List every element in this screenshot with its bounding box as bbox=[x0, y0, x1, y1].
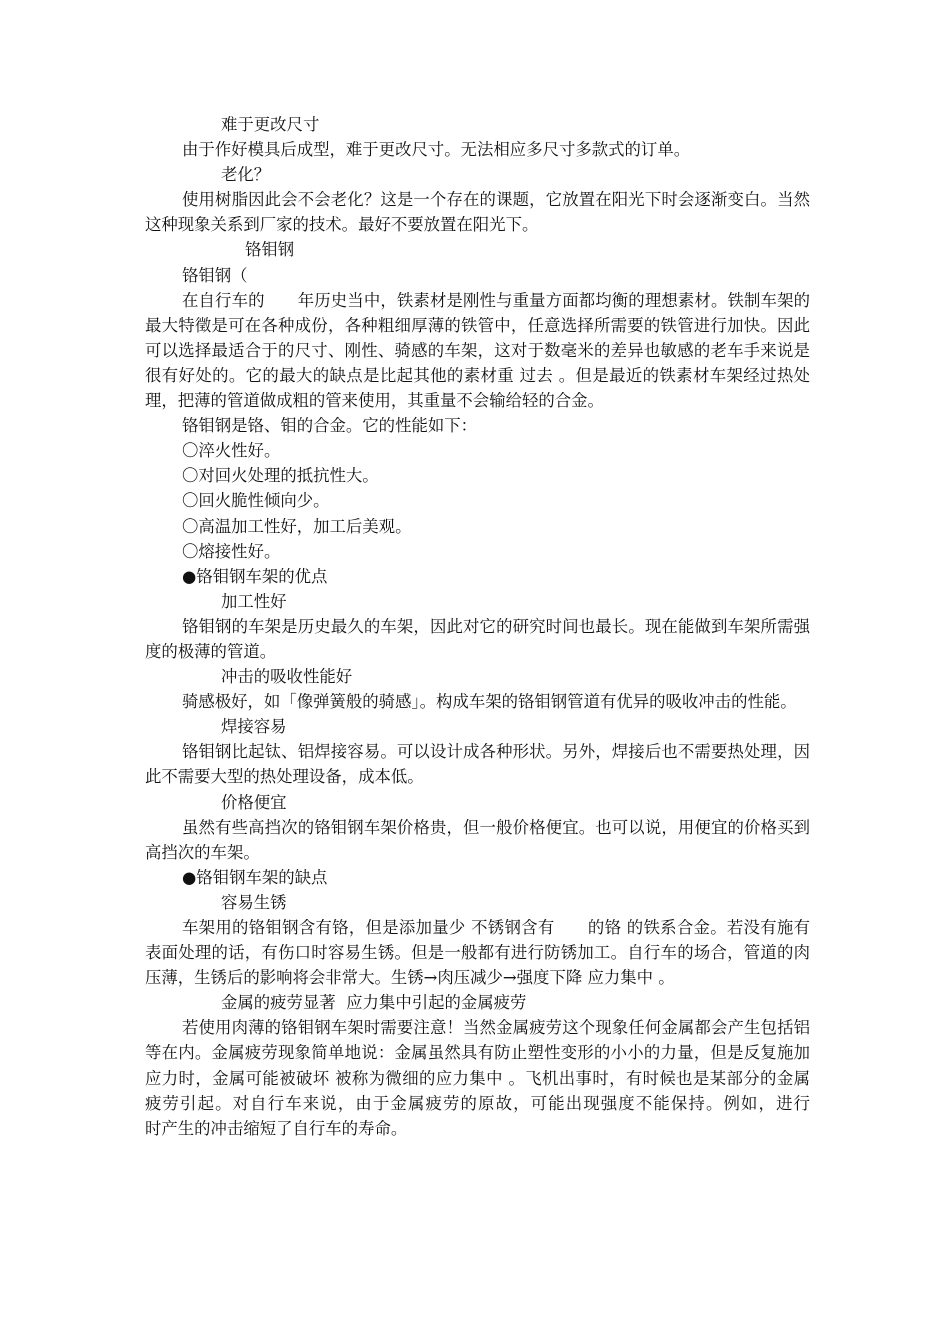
paragraph-aging: 使用树脂因此会不会老化？这是一个存在的课题，它放置在阳光下时会逐渐变白。当然这种现象关系到厂家的技术。最好不要放置在阳光下。 bbox=[145, 190, 810, 235]
paragraph-alloy: 铬钼钢是铬、钼的合金。它的性能如下： bbox=[182, 416, 478, 436]
heading-size: 难于更改尺寸 bbox=[221, 115, 320, 134]
paragraph-weld: 铬钼钢比起钛、铝焊接容易。可以设计成各种形状。另外，焊接后也不需要热处理，因此不需要大型的热处理设备，成本低。 bbox=[145, 742, 810, 787]
property-item: 〇熔接性好。 bbox=[182, 541, 281, 561]
heading-pros: ●铬钼钢车架的优点 bbox=[182, 566, 328, 586]
heading-price: 价格便宜 bbox=[221, 792, 287, 812]
heading-shock: 冲击的吸收性能好 bbox=[221, 667, 353, 687]
paragraph-shock: 骑感极好，如「像弹簧般的骑感」。构成车架的铬钼钢管道有优异的吸收冲击的性能。 bbox=[182, 692, 797, 712]
heading-cons: ●铬钼钢车架的缺点 bbox=[182, 867, 328, 887]
heading-crmo: 铬钼钢 bbox=[245, 240, 295, 260]
heading-crmo-2: 铬钼钢（ bbox=[182, 265, 248, 285]
paragraph-price: 虽然有些高挡次的铬钼钢车架价格贵，但一般价格便宜。也可以说，用便宜的价格买到高挡次的车架。 bbox=[145, 817, 810, 862]
paragraph-rust: 车架用的铬钼钢含有铬，但是添加量少 不锈钢含有 的铬 的铁系合金。若没有施有表面处理的话，有伤口时容易生锈。但是一般都有进行防锈加工。自行车的场合，管道的肉压薄，生锈后的影响将会非常大。生锈→肉压减少→强度下降 应力集中 。 bbox=[145, 918, 810, 988]
property-item: 〇淬火性好。 bbox=[182, 441, 281, 461]
property-item: 〇对回火处理的抵抗性大。 bbox=[182, 466, 379, 486]
paragraph-machining: 铬钼钢的车架是历史最久的车架，因此对它的研究时间也最长。现在能做到车架所需强度的极薄的管道。 bbox=[145, 616, 810, 661]
property-item: 〇回火脆性倾向少。 bbox=[182, 491, 330, 511]
document-page bbox=[145, 112, 843, 1141]
heading-weld: 焊接容易 bbox=[221, 717, 287, 737]
paragraph-history: 在自行车的 年历史当中，铁素材是刚性与重量方面都均衡的理想素材。铁制车架的最大特徵是可在各种成份，各种粗细厚薄的铁管中，任意选择所需要的铁管进行加快。因此可以选择最适合于的尺寸、刚性、骑感的车架，这对于数毫米的差异也敏感的老车手来说是很有好处的。它的最大的缺点是比起其他的素材重 过去 。但是最近的铁素材车架经过热处理，把薄的管道做成粗的管来使用，其重量不会输给轻的合金。 bbox=[145, 290, 810, 411]
paragraph-fatigue: 若使用肉薄的铬钼钢车架时需要注意！当然金属疲劳这个现象任何金属都会产生包括铝等在内。金属疲劳现象简单地说：金属虽然具有防止塑性变形的小小的力量，但是反复施加应力时，金属可能被破坏 被称为微细的应力集中 。飞机出事时，有时候也是某部分的金属疲劳引起。对自行车来说，由于金属疲劳的原故，可能出现强度不能保持。例如，进行 时产生的冲击缩短了自行车的寿命。 bbox=[145, 1018, 843, 1138]
heading-rust: 容易生锈 bbox=[221, 892, 287, 912]
paragraph-size: 由于作好模具后成型，难于更改尺寸。无法相应多尺寸多款式的订单。 bbox=[182, 140, 691, 160]
property-item: 〇高温加工性好，加工后美观。 bbox=[182, 516, 412, 536]
heading-aging: 老化？ bbox=[221, 165, 271, 185]
heading-machining: 加工性好 bbox=[221, 591, 287, 611]
heading-fatigue: 金属的疲劳显著 应力集中引起的金属疲劳 bbox=[221, 993, 527, 1013]
